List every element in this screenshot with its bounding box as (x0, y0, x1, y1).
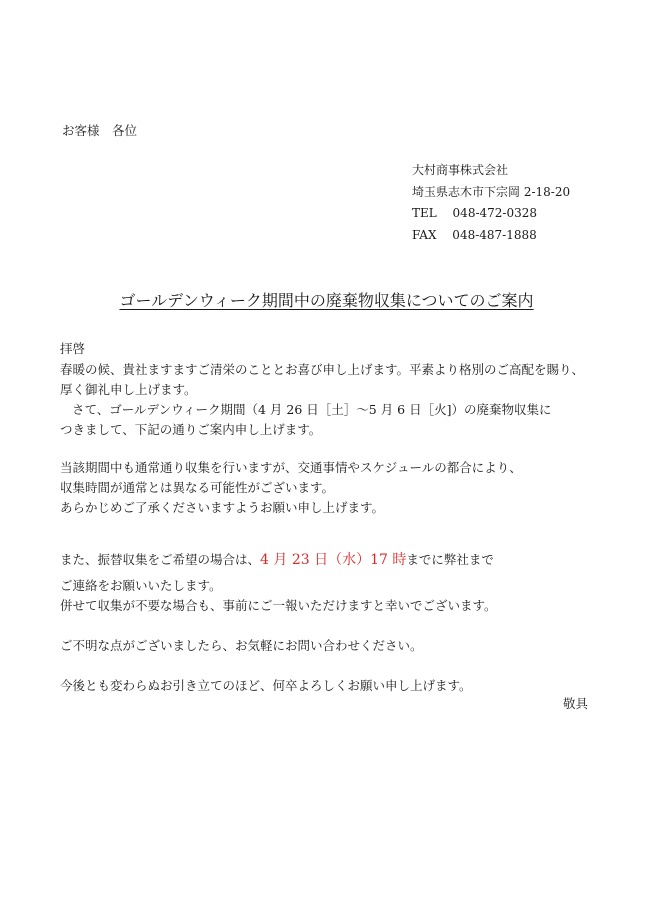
deadline-text: 4 月 23 日（水）17 時 (260, 552, 407, 568)
period-line-1: さて、ゴールデンウィーク期間（4 月 26 日［土］～5 月 6 日［火]）の廃棄物収集に (72, 402, 552, 417)
sender-company: 大村商事株式会社 (412, 163, 509, 177)
addressee: お客様 各位 (62, 123, 138, 138)
sender-tel: TEL 048-472-0328 (412, 206, 538, 220)
inquiry-line: ご不明な点がございましたら、お気軽にお問い合わせください。 (60, 638, 423, 653)
reschedule-post: までに弊社まで (406, 552, 494, 567)
document-title-text: ゴールデンウィーク期間中の廃棄物収集についてのご案内 (119, 291, 534, 310)
reschedule-pre: また、振替収集をご希望の場合は、 (60, 552, 261, 567)
reschedule-line-3: 併せて収集が不要な場合も、事前にご一報いただけますと幸いでございます。 (60, 598, 497, 613)
reschedule-line-1 (60, 553, 494, 567)
greeting-line-2: 厚く御礼申し上げます。 (60, 382, 197, 397)
sender-address: 埼玉県志木市下宗岡 2-18-20 (412, 184, 571, 199)
sender-fax: FAX 048-487-1888 (412, 227, 537, 242)
reschedule-line-2: ご連絡をお願いいたします。 (60, 578, 222, 593)
opening-word: 拝啓 (60, 341, 86, 356)
regards-line: 今後とも変わらぬお引き立てのほど、何卒よろしくお願い申し上げます。 (60, 678, 472, 693)
notice-line-2: 収集時間が通常とは異なる可能性がございます。 (60, 480, 335, 495)
closing-word: 敬具 (563, 696, 589, 711)
sender-block (412, 164, 570, 250)
notice-line-3: あらかじめご了承くださいますようお願い申し上げます。 (60, 500, 385, 515)
notice-line-1: 当該期間中も通常通り収集を行いますが、交通事情やスケジュールの都合により、 (60, 460, 522, 475)
period-line-2: つきまして、下記の通りご案内申し上げます。 (60, 422, 322, 437)
document-title (0, 293, 653, 309)
greeting-line-1: 春暖の候、貴社ますますご清栄のこととお喜び申し上げます。平素より格別のご高配を賜り、 (60, 362, 585, 377)
